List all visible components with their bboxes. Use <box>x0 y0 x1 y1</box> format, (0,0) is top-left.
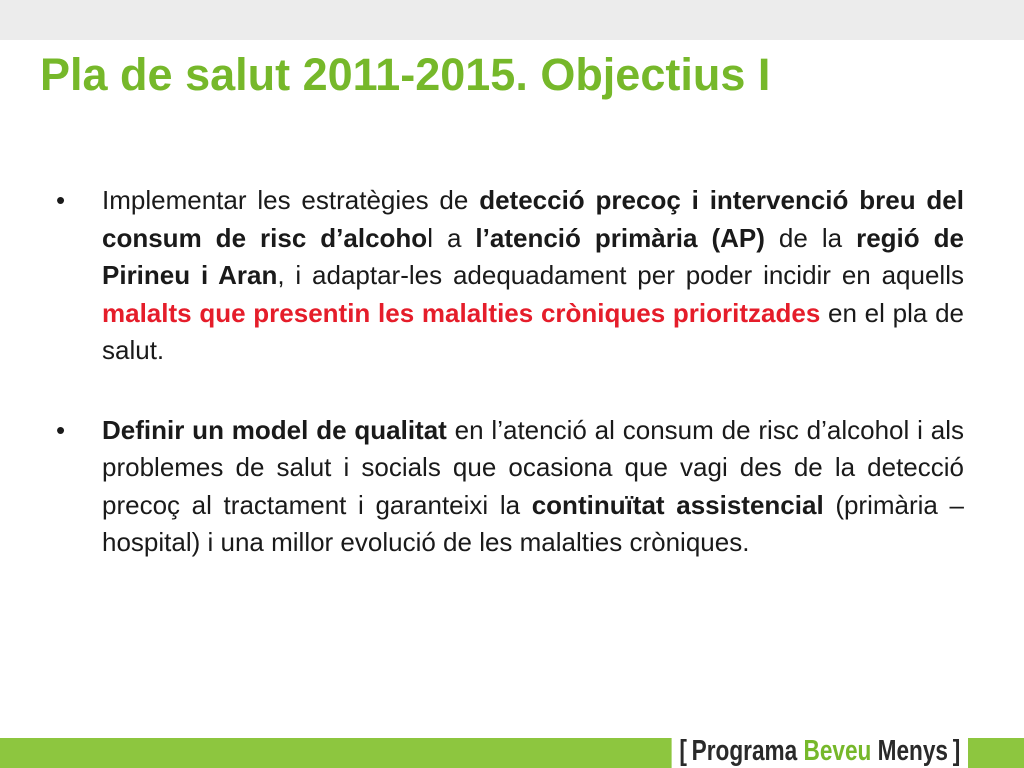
bullet-list <box>54 182 964 604</box>
program-logo <box>672 734 968 768</box>
logo-open-bracket: [ <box>679 735 687 767</box>
logo-close-bracket: ] <box>952 735 961 767</box>
bullet-text-bold: regió de Pirineu i Aran <box>102 222 964 290</box>
top-band <box>0 0 1024 40</box>
bullet-text-segment: de la <box>764 222 857 253</box>
bullet-text-bold: Definir un model de qualitat <box>102 414 447 445</box>
bullet-marker: • <box>56 414 66 445</box>
bullet-text-bold: continuïtat assistencial <box>531 489 824 520</box>
bullet-text-segment: en el pla de salut. <box>102 297 964 365</box>
bullet-text-bold: detecció precoç i intervenció breu del consum de risc d’alcoho <box>102 185 964 253</box>
slide-title: Pla de salut 2011-2015. Objectius I <box>40 49 771 100</box>
logo-beveu: Beveu <box>803 735 872 767</box>
logo-programa: Programa <box>691 735 798 767</box>
bullet-text-segment: Implementar les estratègies de <box>102 185 480 215</box>
bullet-item-1 <box>54 182 964 370</box>
bullet-item-2 <box>54 412 964 562</box>
bullet-marker: • <box>56 185 66 215</box>
bullet-text-segment: (primària – hospital) i una millor evolució de les malalties cròniques. <box>102 489 964 557</box>
bullet-text-segment: en l’atenció al consum de risc d’alcohol i als problemes de salut i socials que ocasiona que vagi des de la detecció precoç al tractament i garanteixi la <box>102 414 964 520</box>
bullet-text-segment: l a <box>427 222 476 253</box>
bullet-text-segment: , i adaptar-les adequadament per poder incidir en aquells <box>277 260 964 290</box>
bullet-text-bold: l’atenció primària (AP) <box>475 222 765 253</box>
logo-menys: Menys <box>877 735 948 767</box>
bullet-text-highlight: malalts que presentin les malalties cròniques prioritzades <box>102 297 821 328</box>
